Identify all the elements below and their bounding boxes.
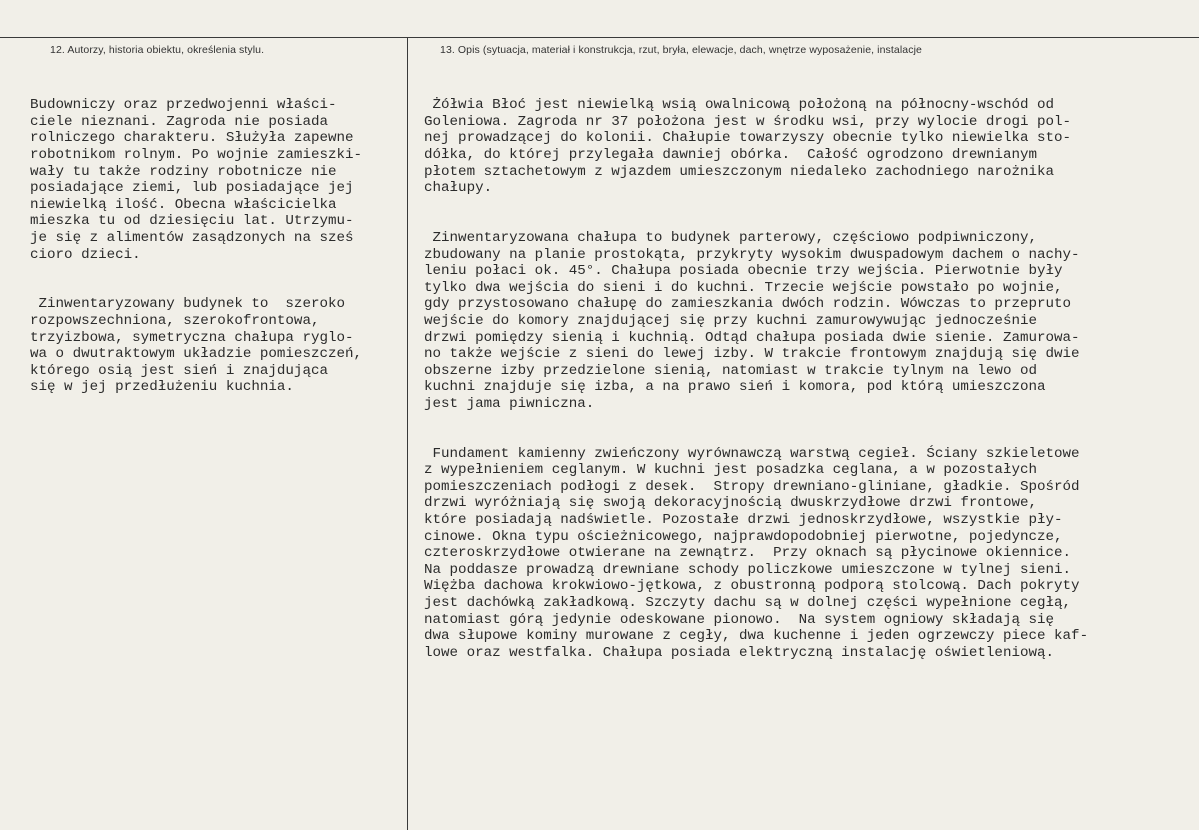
left-paragraph-1: Budowniczy oraz przedwojenni właści- ciele nieznani. Zagroda nie posiada rolniczego charakteru. Służyła zapewne robotnikom rolnym. Po wojnie zamieszki- wały tu także rodziny robotnicze nie posiadające ziemi, lub posiadające jej niewielką ilość. Obecna właścicielka mieszka tu od dziesięciu lat. Utrzymu- je się z alimentów zasądzonych na sześ cioro dzieci.: [30, 97, 363, 263]
top-rule-line: [0, 37, 1199, 38]
left-paragraph-2: Zinwentaryzowany budynek to szeroko rozpowszechniona, szerokofrontowa, trzyizbowa, symetryczna chałupa ryglo- wa o dwutraktowym układzie pomieszczeń, którego osią jest sień i znajdująca się w jej przedłużeniu kuchnia.: [30, 296, 363, 396]
right-paragraph-1: Żółwia Błoć jest niewielką wsią owalnicową położoną na północny-wschód od Goleniowa. Zagroda nr 37 położona jest w środku wsi, przy wylocie drogi pol- nej prowadzącej do kolonii. Chałupie towarzyszy obecnie tylko niewielka sto- dółka, do której przylegała dawniej obórka. Całość ogrodzono drewnianym płotem sztachetowym z wjazdem umieszczonym niedaleko zachodniego narożnika chałupy.: [424, 97, 1072, 197]
column-divider-line: [407, 37, 408, 830]
right-paragraph-2: Zinwentaryzowana chałupa to budynek parterowy, częściowo podpiwniczony, zbudowany na planie prostokąta, przykryty wysokim dwuspadowym dachem o nachy- leniu połaci ok. 45°. Chałupa posiada obecnie trzy wejścia. Pierwotnie były tylko dwa wejścia do sieni i do kuchni. Trzecie wejście powstało po wojnie, gdy przystosowano chałupę do zamieszkania dwóch rodzin. Wówczas to przeprutо wejście do komory znajdującej się przy kuchni zamurowywując jednocześnie drzwi pomiędzy sienią i kuchnią. Odtąd chałupa posiada dwie sienie. Zamurowa- no także wejście z sieni do lewej izby. W trakcie frontowym znajdują się dwie obszerne izby przedzielone sienią, natomiast w trakcie tylnym na lewo od kuchni znajduje się izba, a na prawo sień i komora, pod którą umieszczona jest jama piwniczna.: [424, 229, 1080, 412]
right-paragraph-3: Fundament kamienny zwieńczony wyrównawczą warstwą cegieł. Ściany szkieletowe z wypełnieniem ceglanym. W kuchni jest posadzka ceglana, a w pozostałych pomieszczeniach podłogi z desek. Stropy drewniano-gliniane, gładkie. Spośród drzwi wyróżniają się swoją dekoracyjnością dwuskrzydłowe drzwi frontowe, które posiadają nadświetle. Pozostałe drzwi jednoskrzydłowe, wszystkie pły- cinowe. Okna typu ościeżnicowego, najprawdopodobniej pierwotne, pojedyncze, czteroskrzydłowe otwierane na zewnątrz. Przy oknach są płycinowe okiennice. Na poddasze prowadzą drewniane schody policzkowe umieszczone w tylnej sieni. Więżba dachowa krokwiowo-jętkowa, z obustronną podporą stolcową. Dach pokryty jest dachówką zakładkową. Szczyty dachu są w dolnej części wypełnione cegłą, natomiast górą jedynie odeskowane pionowo. Na system ogniowy składają się dwa słupowe kominy murowane z cegły, dwa kuchenne i jeden ogrzewczy piece kaf- lowe oraz westfalka. Chałupa posiada elektryczną instalację oświetleniową.: [424, 445, 1089, 661]
section-header-12: 12. Autorzy, historia obiektu, określenia stylu.: [50, 44, 265, 56]
right-column-text: [424, 64, 1088, 695]
section-header-13: 13. Opis (sytuacja, materiał i konstrukcja, rzut, bryła, elewacje, dach, wnętrze wyposażenie, instalacje: [440, 44, 922, 56]
left-column-text: [30, 64, 362, 429]
